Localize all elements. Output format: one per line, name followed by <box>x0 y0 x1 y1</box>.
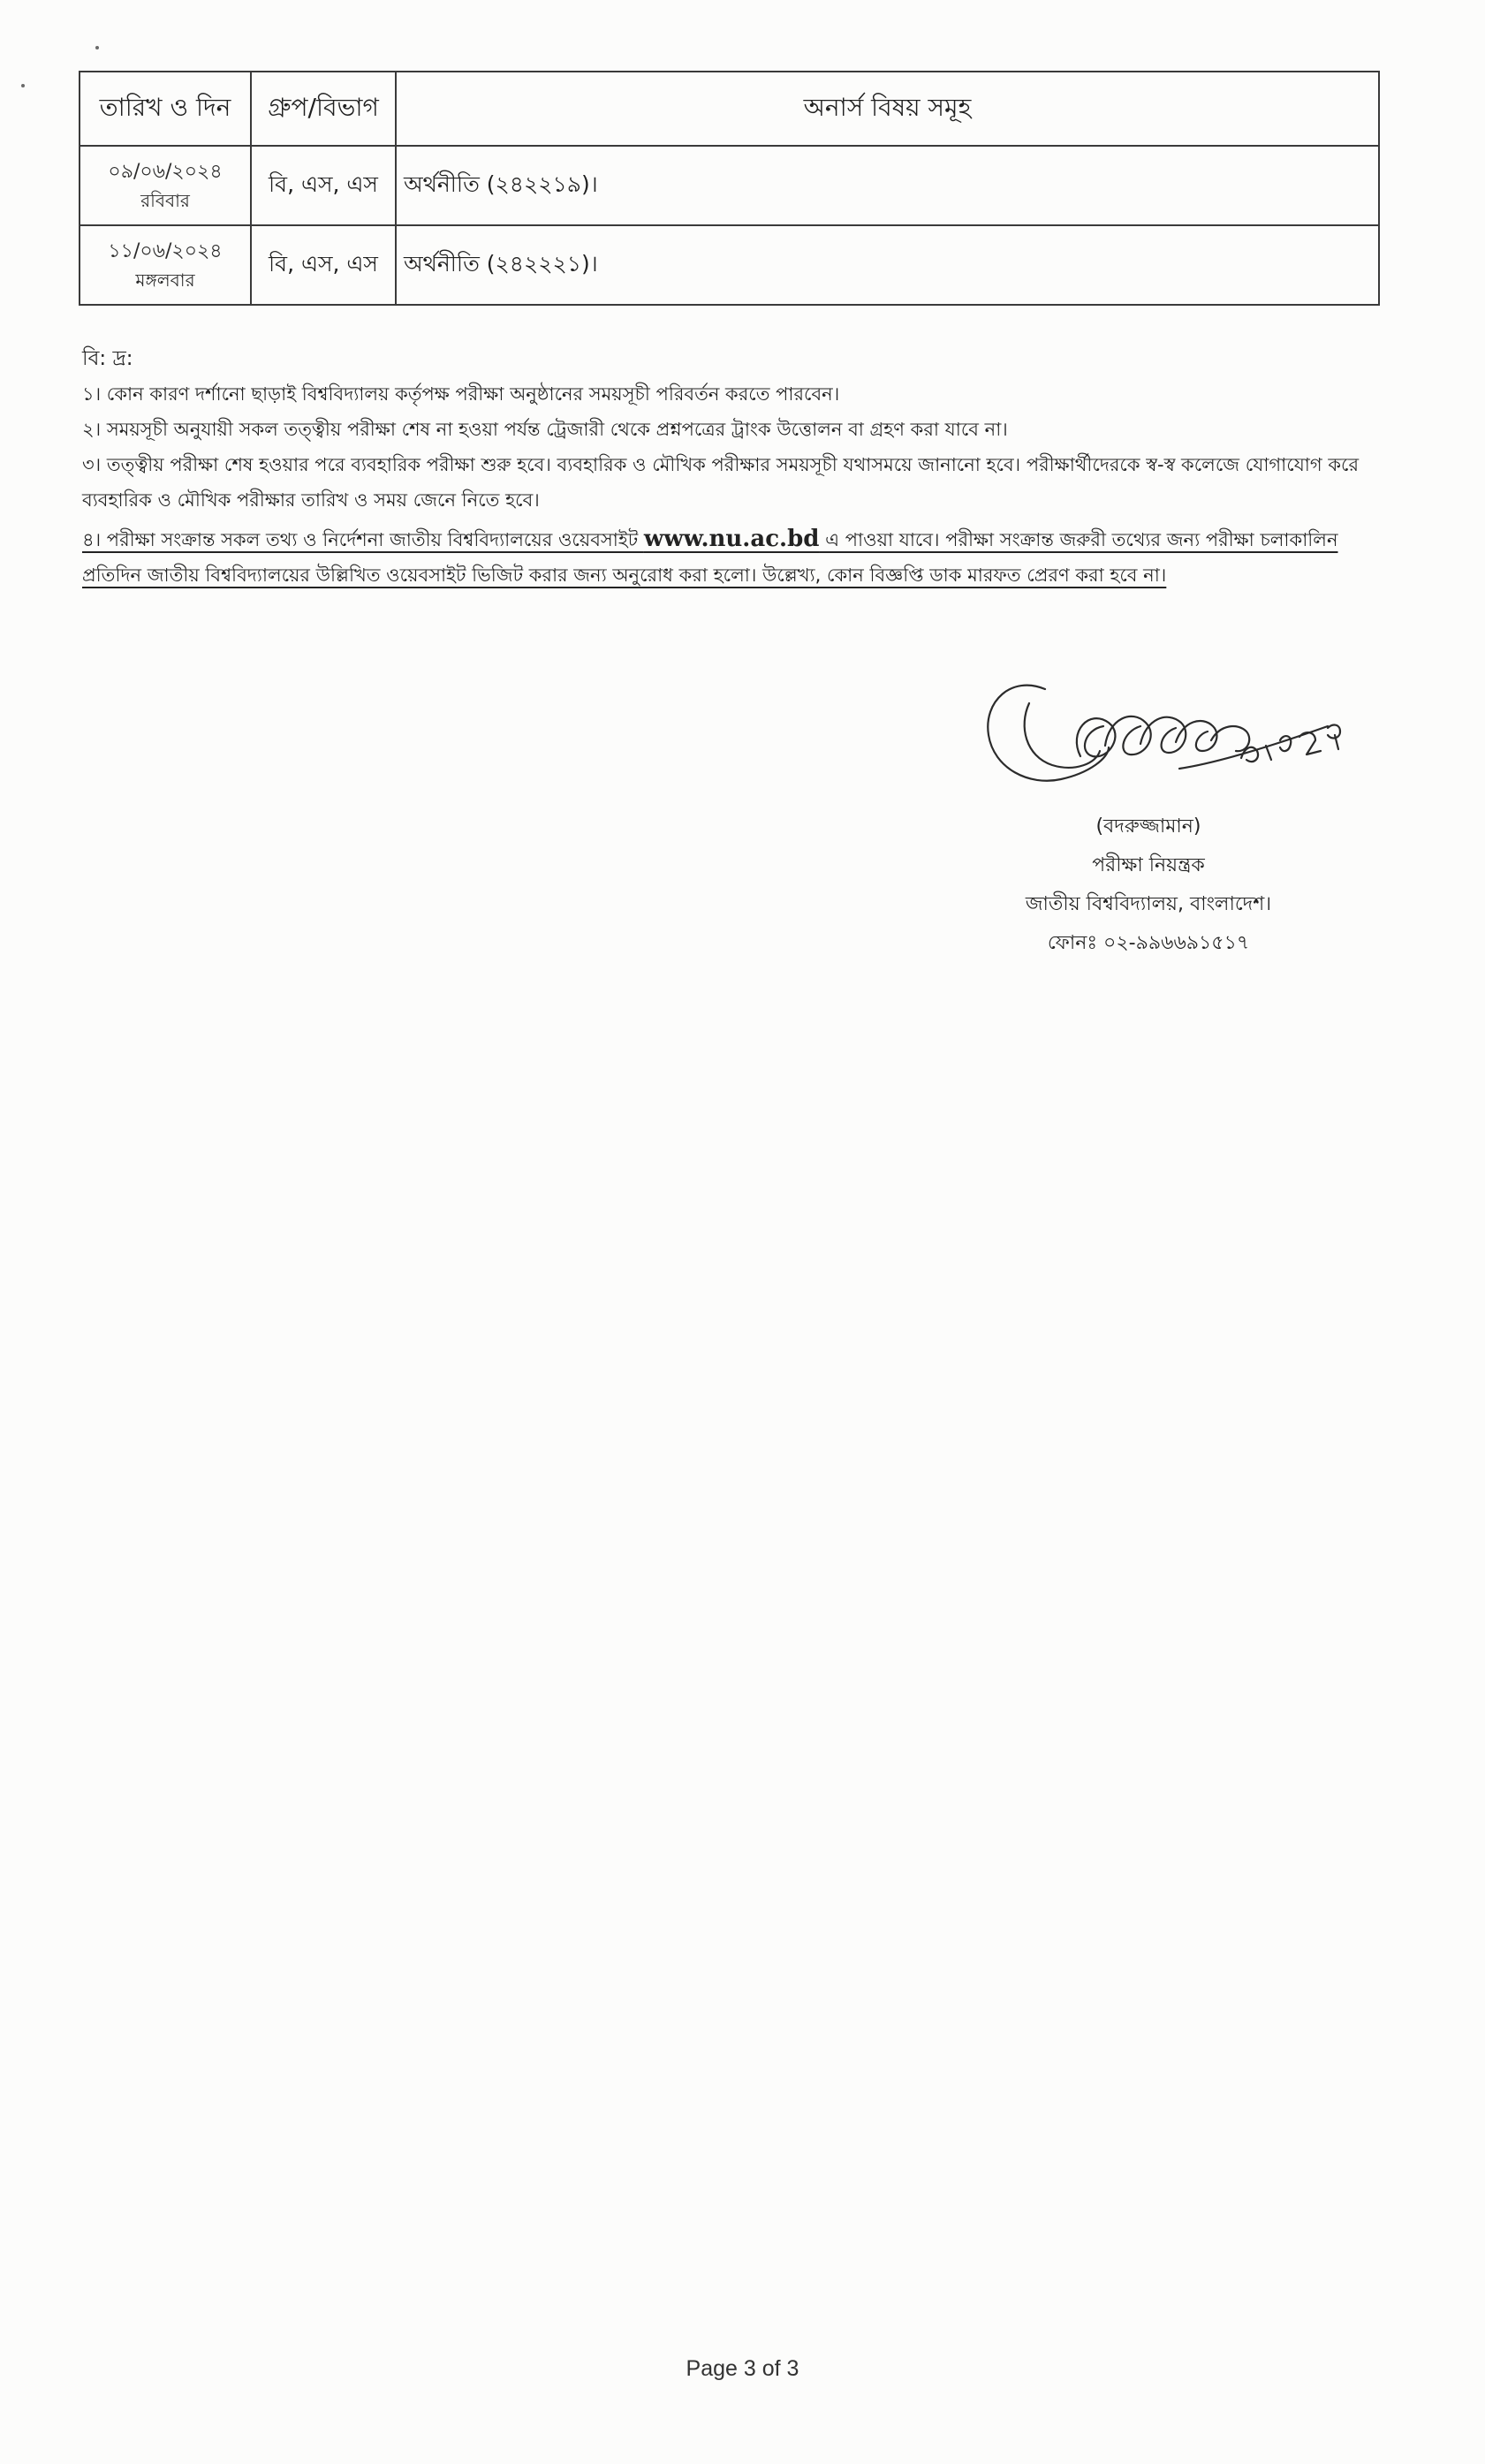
signatory-name: (বদরুজ্জামান) <box>1095 815 1201 838</box>
notes-heading: বি: দ্র: <box>82 347 133 370</box>
exam-day: রবিবার <box>140 190 190 211</box>
exam-day: মঙ্গলবার <box>135 269 195 291</box>
table-row <box>80 146 1379 225</box>
exam-date: ১১/০৬/২০২৪ <box>108 240 223 262</box>
table-header <box>80 72 1379 146</box>
date-cell <box>80 225 251 305</box>
page-number: Page 3 of 3 <box>686 2356 799 2381</box>
header-subjects: অনার্স বিষয় সমূহ <box>396 72 1379 146</box>
subject-cell: অর্থনীতি (২৪২২১৯)। <box>396 146 1379 225</box>
signature-block <box>989 807 1307 963</box>
signature-date-text: ১০/৩/২৪ <box>1330 682 1365 692</box>
note-item: ১। কোন কারণ দর্শানো ছাড়াই বিশ্ববিদ্যালয় কর্তৃপক্ষ পরীক্ষা অনুষ্ঠানের সময়সূচী পরিবর্তন করতে পারবেন। <box>82 383 840 405</box>
note-4-text-end: এ পাওয়া যাবে। পরীক্ষা সংক্রান্ত জরুরী তথ্যের জন্য পরীক্ষা চলাকালিন প্রতিদিন জাতীয় বিশ্ববিদ্যালয়ের উল্লিখিত ওয়েবসাইট ভিজিট করার জন্য অনুরোধ করা হলো। উল্লেখ্য, কোন বিজ্ঞপ্তি ডাক মারফত প্রেরণ করা হবে না। <box>82 529 1338 586</box>
signatory-organization: জাতীয় বিশ্ববিদ্যালয়, বাংলাদেশ। <box>1025 893 1272 915</box>
signatory-title: পরীক্ষা নিয়ন্ত্রক <box>1092 854 1205 876</box>
scan-speck <box>95 46 99 49</box>
header-group: গ্রুপ/বিভাগ <box>251 72 396 146</box>
website-url: www.nu.ac.bd <box>643 526 820 552</box>
table-row <box>80 225 1379 305</box>
scan-speck <box>21 84 25 87</box>
note-item-website <box>82 521 1381 593</box>
notes-section <box>82 341 1381 593</box>
signatory-phone: ফোনঃ ০২-৯৯৬৬৯১৫১৭ <box>1047 932 1250 954</box>
table-body <box>80 146 1379 305</box>
group-cell: বি, এস, এস <box>251 146 396 225</box>
table-header-row <box>80 72 1379 146</box>
exam-schedule-table <box>79 71 1380 306</box>
group-cell: বি, এস, এস <box>251 225 396 305</box>
note-4-text-start: ৪। পরীক্ষা সংক্রান্ত সকল তথ্য ও নির্দেশনা জাতীয় বিশ্ববিদ্যালয়ের ওয়েবসাইট <box>82 529 644 550</box>
handwritten-signature <box>976 671 1365 826</box>
note-item: ৩। তত্ত্বীয় পরীক্ষা শেষ হওয়ার পরে ব্যবহারিক পরীক্ষা শুরু হবে। ব্যবহারিক ও মৌখিক পরীক্ষার সময়সূচী যথাসময়ে জানানো হবে। পরীক্ষার্থীদেরকে স্ব-স্ব কলেজে যোগাযোগ করে ব্যবহারিক ও মৌখিক পরীক্ষার তারিখ ও সময় জেনে নিতে হবে। <box>82 454 1360 511</box>
note-item: ২। সময়সূচী অনুযায়ী সকল তত্ত্বীয় পরীক্ষা শেষ না হওয়া পর্যন্ত ট্রেজারী থেকে প্রশ্নপত্রের ট্রাংক উত্তোলন বা গ্রহণ করা যাবে না। <box>82 419 1008 440</box>
subject-cell: অর্থনীতি (২৪২২২১)। <box>396 225 1379 305</box>
header-date-day: তারিখ ও দিন <box>80 72 251 146</box>
exam-date: ০৯/০৬/২০২৪ <box>108 161 223 183</box>
date-cell <box>80 146 251 225</box>
